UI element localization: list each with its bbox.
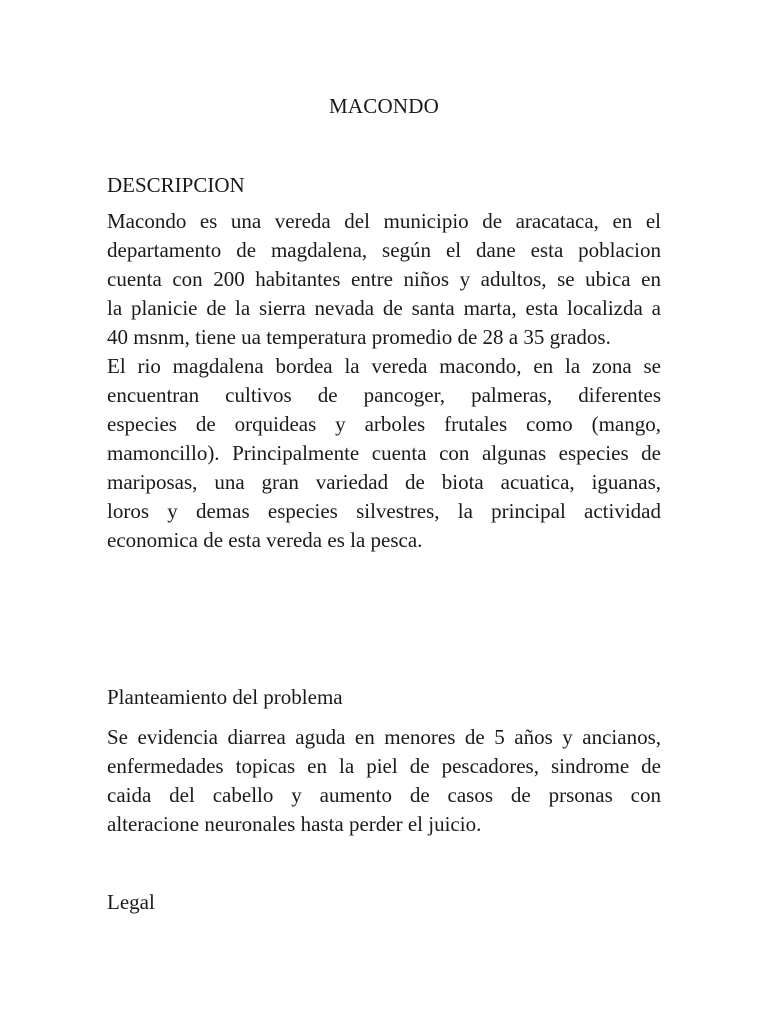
paragraph-line: Se evidencia diarrea aguda en menores de 5 años y ancianos, (107, 725, 661, 749)
paragraph-line: 40 msnm, tiene ua temperatura promedio de 28 a 35 grados. (107, 325, 611, 349)
paragraph-line: economica de esta vereda es la pesca. (107, 528, 423, 552)
section-heading-descripcion: DESCRIPCION (107, 173, 245, 197)
section-heading-legal: Legal (107, 890, 155, 914)
paragraph-line: alteracione neuronales hasta perder el juicio. (107, 812, 482, 836)
document-title: MACONDO (329, 94, 439, 118)
paragraph-line: mariposas, una gran variedad de biota acuatica, iguanas, (107, 470, 661, 494)
paragraph-line: El rio magdalena bordea la vereda macondo, en la zona se (107, 354, 661, 378)
paragraph-line: loros y demas especies silvestres, la principal actividad (107, 499, 661, 523)
paragraph-line: departamento de magdalena, según el dane esta poblacion (107, 238, 661, 262)
paragraph-line: mamoncillo). Principalmente cuenta con algunas especies de (107, 441, 661, 465)
paragraph-line: Macondo es una vereda del municipio de aracataca, en el (107, 209, 661, 233)
section-paragraph-descripcion (107, 207, 661, 555)
section-heading-planteamiento: Planteamiento del problema (107, 685, 343, 709)
paragraph-line: caida del cabello y aumento de casos de prsonas con (107, 783, 661, 807)
section-paragraph-planteamiento (107, 723, 661, 839)
paragraph-line: cuenta con 200 habitantes entre niños y adultos, se ubica en (107, 267, 661, 291)
paragraph-line: especies de orquideas y arboles frutales como (mango, (107, 412, 661, 436)
paragraph-line: la planicie de la sierra nevada de santa marta, esta localizda a (107, 296, 661, 320)
paragraph-line: enfermedades topicas en la piel de pescadores, sindrome de (107, 754, 661, 778)
paragraph-line: encuentran cultivos de pancoger, palmeras, diferentes (107, 383, 661, 407)
